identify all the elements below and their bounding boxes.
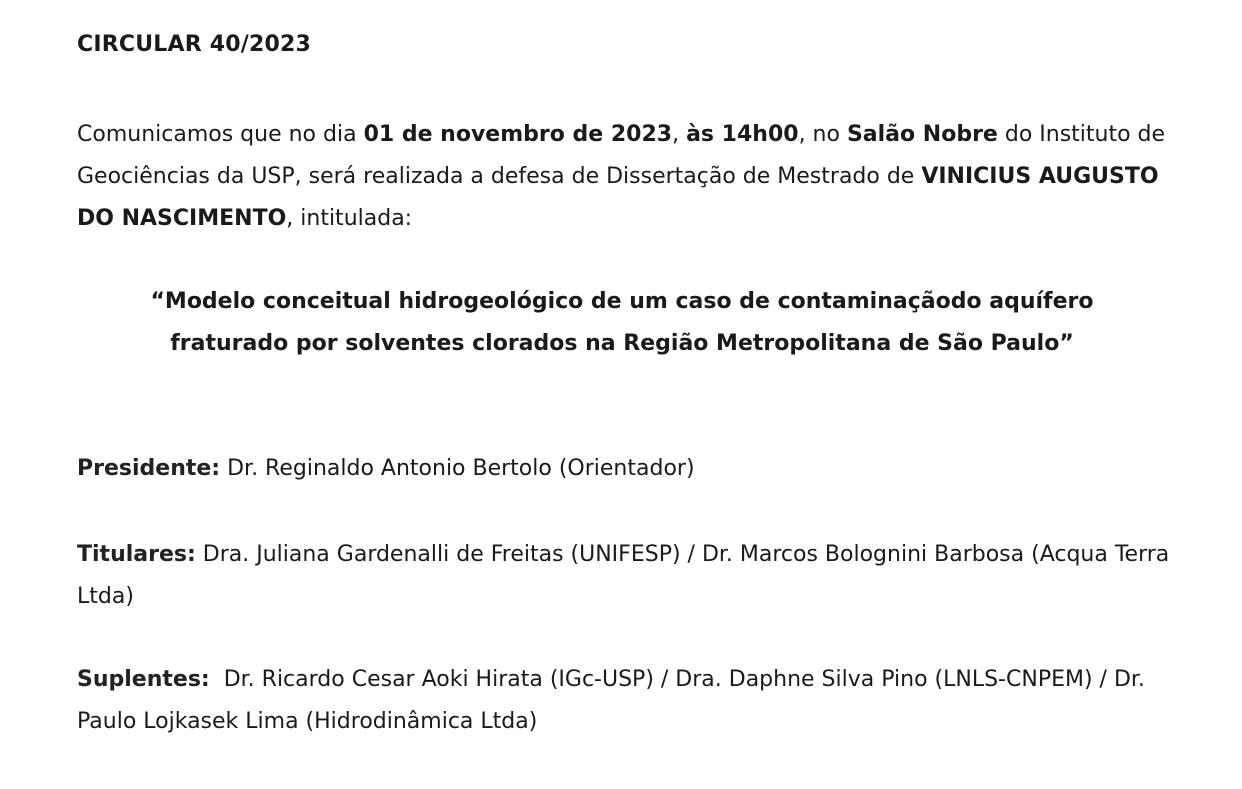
thesis-title-line-1: “Modelo conceitual hidrogeológico de um caso de contaminaçãodo aquífero (150, 289, 1094, 314)
intro-text-2: , (672, 122, 687, 147)
intro-text-5: , intitulada: (286, 206, 413, 231)
titulares-value: Dra. Juliana Gardenalli de Freitas (UNIFESP) / Dr. Marcos Bolognini Barbosa (Acqua Terra Ltda) (77, 542, 1170, 609)
defense-time: às 14h00 (686, 122, 799, 147)
presidente-entry (77, 448, 1177, 490)
announcement-paragraph (77, 114, 1177, 240)
intro-text-1: Comunicamos que no dia (77, 122, 364, 147)
circular-title: CIRCULAR 40/2023 (77, 32, 312, 57)
suplentes-entry (77, 659, 1177, 743)
defense-place: Salão Nobre (846, 122, 998, 147)
presidente-value: Dr. Reginaldo Antonio Bertolo (Orientador) (220, 456, 695, 481)
titulares-label: Titulares: (77, 542, 196, 567)
thesis-title (77, 281, 1167, 365)
presidente-label: Presidente: (77, 456, 221, 481)
defense-date: 01 de novembro de 2023 (363, 122, 673, 147)
intro-text-3: , no (798, 122, 847, 147)
thesis-title-line-2: fraturado por solventes clorados na Região Metropolitana de São Paulo” (170, 331, 1074, 356)
intro-text-4: do Instituto de Geociências da USP, será realizada a defesa de Dissertação de Mestrado de (77, 122, 1166, 189)
suplentes-label: Suplentes: (77, 667, 210, 692)
suplentes-value: Dr. Ricardo Cesar Aoki Hirata (IGc-USP) / Dra. Daphne Silva Pino (LNLS-CNPEM) / Dr. Paulo Lojkasek Lima (Hidrodinâmica Ltda) (77, 667, 1152, 734)
titulares-entry (77, 534, 1177, 618)
candidate-name: VINICIUS AUGUSTO DO NASCIMENTO (77, 164, 1159, 231)
